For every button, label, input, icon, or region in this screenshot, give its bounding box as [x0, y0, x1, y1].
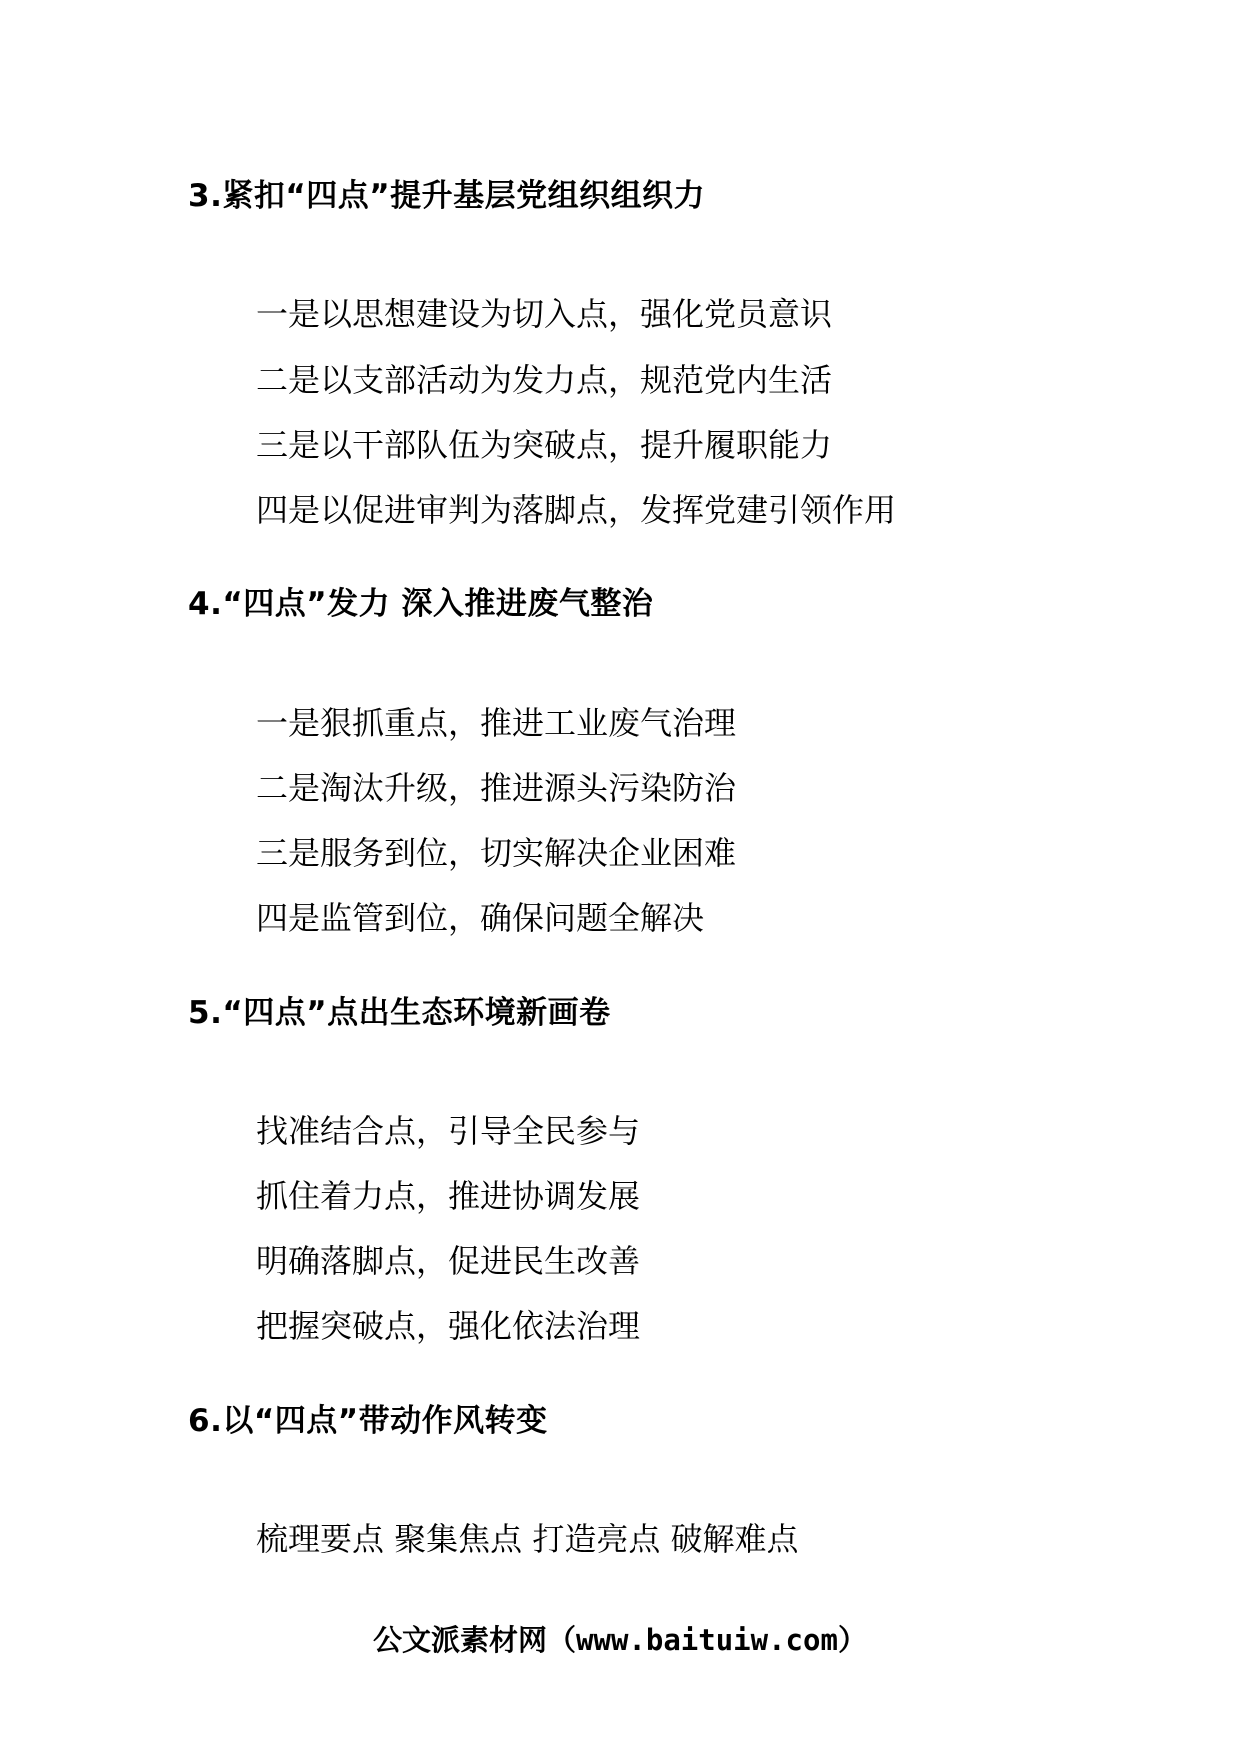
section-heading-6: 6.以“四点”带动作风转变 — [188, 1403, 548, 1439]
list-item: 四是监管到位，确保问题全解决 — [256, 899, 705, 937]
list-item: 找准结合点，引导全民参与 — [256, 1112, 641, 1150]
list-item: 三是服务到位，切实解决企业困难 — [256, 834, 737, 872]
list-item: 抓住着力点，推进协调发展 — [256, 1177, 641, 1215]
footer-site-name: 公文派素材网 — [373, 1623, 548, 1657]
list-item: 梳理要点 聚集焦点 打造亮点 破解难点 — [256, 1520, 799, 1558]
list-item: 二是以支部活动为发力点，规范党内生活 — [256, 361, 833, 399]
list-item: 四是以促进审判为落脚点，发挥党建引领作用 — [256, 491, 897, 529]
list-item: 一是以思想建设为切入点，强化党员意识 — [256, 295, 833, 333]
list-item: 二是淘汰升级，推进源头污染防治 — [256, 769, 737, 807]
footer-watermark — [0, 1620, 1240, 1660]
list-item: 一是狠抓重点，推进工业废气治理 — [256, 704, 737, 742]
list-item: 把握突破点，强化依法治理 — [256, 1307, 641, 1345]
footer-url: （www.baituiw.com） — [547, 1623, 867, 1657]
section-heading-4: 4.“四点”发力 深入推进废气整治 — [188, 586, 654, 622]
section-heading-5: 5.“四点”点出生态环境新画卷 — [188, 995, 611, 1031]
list-item: 三是以干部队伍为突破点，提升履职能力 — [256, 426, 833, 464]
section-heading-3: 3.紧扣“四点”提升基层党组织组织力 — [188, 178, 706, 214]
list-item: 明确落脚点，促进民生改善 — [256, 1242, 641, 1280]
